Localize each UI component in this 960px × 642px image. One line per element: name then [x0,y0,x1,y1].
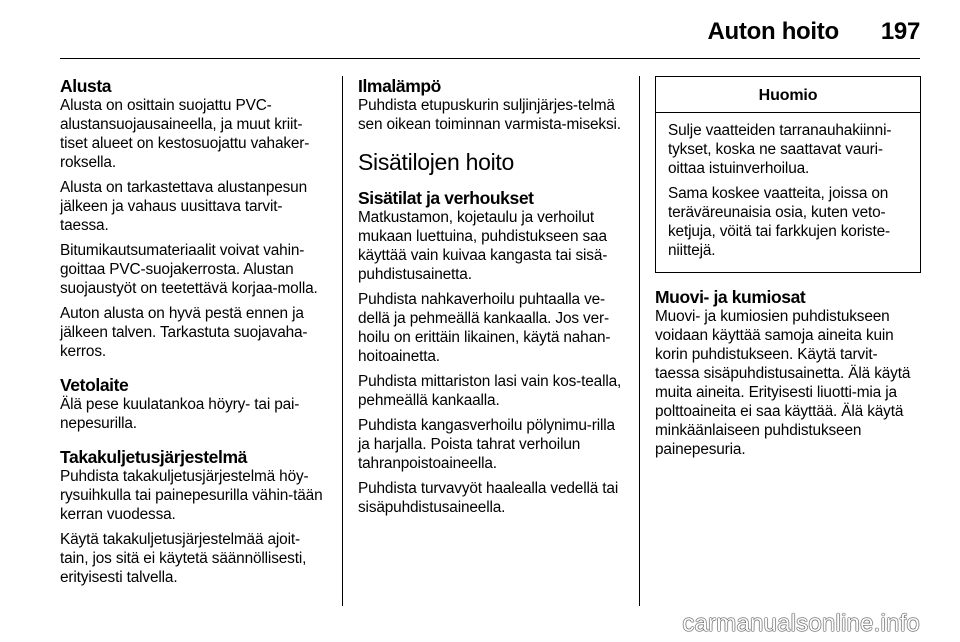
column-3 [655,76,921,473]
note-box [655,76,921,273]
paragraph: Sulje vaatteiden tarranauhakiinni-tykset, koska ne saattavat vauri-oittaa istuinverhoilua. [668,122,892,177]
column-divider-1 [342,76,343,606]
section-muovi [655,287,921,459]
page-header [708,18,920,46]
paragraph: Älä pese kuulatankoa höyry- tai pai-nepesurilla. [60,396,300,432]
note-title: Huomio [656,77,920,113]
section-title-vetolaite: Vetolaite [60,375,129,395]
section-vetolaite [60,375,328,433]
paragraph: Muovi- ja kumiosien puhdistukseen voidaan käyttää samoja aineita kuin korin puhdistukseen. Käytä tarvit-taessa sisäpuhdistusainetta. Älä käytä muita aineita. Erityisesti liuotti-mia ja polttoaineita ei saa käyttää. Älä käytä minkäänlaiseen puhdistukseen painepesuria. [655,308,911,458]
column-1 [60,76,328,601]
column-2 [358,76,626,531]
section-takakuljetus [60,447,328,587]
paragraph: Puhdista takakuljetusjärjestelmä höy-rysuihkulla tai painepesurilla vähin-tään kerran vuodessa. [60,468,323,523]
paragraph: Puhdista nahkaverhoilu puhtaalla ve-dellä ja pehmeällä kankaalla. Jos ver-hoilu on erittäin likainen, käytä nahan-hoitoainetta. [358,291,611,365]
chapter-heading-sisatilat: Sisätilojen hoito [358,149,515,175]
column-divider-2 [639,76,640,606]
paragraph: Matkustamon, kojetaulu ja verhoilut mukaan luettuina, puhdistukseen saa käyttää vain kuivaa kangasta tai sisä-puhdistusainetta. [358,209,608,283]
watermark: carmanualsonline.info [682,610,920,637]
section-title-takakuljetus: Takakuljetusjärjestelmä [60,447,247,467]
section-title-alusta: Alusta [60,76,112,96]
section-title-muovi: Muovi- ja kumiosat [655,287,806,307]
paragraph: Sama koskee vaatteita, joissa on teräväreunaisia osia, kuten veto-ketjuja, vöitä tai farkkujen koriste-niittejä. [668,185,890,259]
chapter-title: Auton hoito [707,18,839,45]
paragraph: Bitumikautsumateriaalit voivat vahin-goittaa PVC-suojakerrosta. Alustan suojaustyöt on teetettävä korjaa-molla. [60,242,318,297]
paragraph: Alusta on tarkastettava alustanpesun jälkeen ja vahaus uusittava tarvit-taessa. [60,179,307,234]
paragraph: Puhdista kangasverhoilu pölynimu-rilla ja harjalla. Poista tahrat verhoilun tahranpoistoaineella. [358,417,615,472]
note-body [656,113,920,272]
section-title-sisatilat: Sisätilat ja verhoukset [358,188,534,208]
section-ilmalampo [358,76,626,134]
paragraph: Puhdista turvavyöt haalealla vedellä tai sisäpuhdistusaineella. [358,480,619,516]
page-number: 197 [880,18,920,45]
section-title-ilmalampo: Ilmalämpö [358,76,441,96]
paragraph: Puhdista etupuskurin suljinjärjes-telmä sen oikean toiminnan varmista-miseksi. [358,97,621,133]
paragraph: Alusta on osittain suojattu PVC-alustansuojausaineella, ja muut kriit-tiset alueet on kestosuojattu vahaker-roksella. [60,97,310,171]
section-alusta [60,76,328,361]
paragraph: Puhdista mittariston lasi vain kos-tealla, pehmeällä kankaalla. [358,373,622,409]
header-divider [60,58,920,59]
paragraph: Auton alusta on hyvä pestä ennen ja jälkeen talven. Tarkastuta suojavaha-kerros. [60,305,308,360]
section-sisatilat [358,188,626,517]
paragraph: Käytä takakuljetusjärjestelmää ajoit-tain, jos sitä ei käytetä säännöllisesti, erityisesti talvella. [60,531,307,586]
